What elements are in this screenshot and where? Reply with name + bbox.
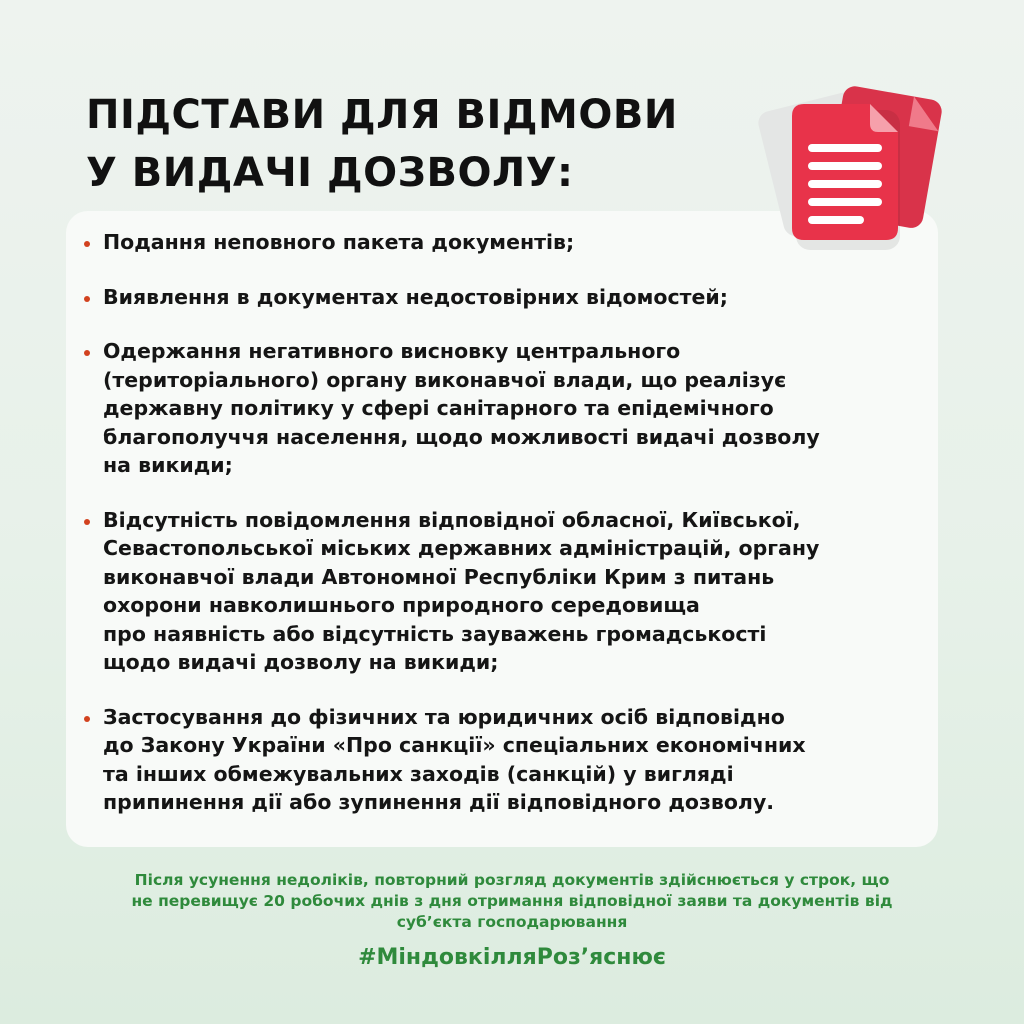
title-line-1: ПІДСТАВИ ДЛЯ ВІДМОВИ xyxy=(86,92,678,138)
footnote: Після усунення недоліків, повторний розгляд документів здійснюється у строк, що не перевищує 20 робочих днів з дня отримання відповідної заяви та документів від суб’єкта господарювання xyxy=(131,871,893,931)
bullet-icon xyxy=(84,519,90,525)
list-item xyxy=(84,506,924,677)
reasons-list xyxy=(84,228,924,843)
list-item-text: Виявлення в документах недостовірних відомостей; xyxy=(103,284,728,309)
document-icon xyxy=(752,78,942,258)
hashtag: #МіндовкілляРоз’яснює xyxy=(358,945,666,970)
list-item xyxy=(84,703,924,817)
list-item-text: Одержання негативного висновку центрального (територіального) органу виконавчої влади, що реалізує державну політику у сфері санітарного та епідемічного благополуччя населення, щодо можливості видачі дозволу на викиди; xyxy=(103,339,820,477)
list-item xyxy=(84,283,924,312)
title-line-2: У ВИДАЧІ ДОЗВОЛУ: xyxy=(86,150,574,196)
bullet-icon xyxy=(84,296,90,302)
bullet-icon xyxy=(84,350,90,356)
bullet-icon xyxy=(84,241,90,247)
list-item-text: Відсутність повідомлення відповідної обласної, Київської, Севастопольської міських державних адміністрацій, органу виконавчої влади Автономної Республіки Крим з питань охорони навколишнього природного середовища про наявність або відсутність зауважень громадськості щодо видачі дозволу на викиди; xyxy=(103,507,820,674)
list-item-text: Подання неповного пакета документів; xyxy=(103,230,575,254)
list-item-text: Застосування до фізичних та юридичних осіб відповідно до Закону України «Про санкції» спеціальних економічних та інших обмежувальних заходів (санкцій) у вигляді припинення дії або зупинення дії відповідного дозволу. xyxy=(103,704,806,814)
list-item xyxy=(84,337,924,480)
bullet-icon xyxy=(84,716,90,722)
page-title xyxy=(86,86,726,202)
